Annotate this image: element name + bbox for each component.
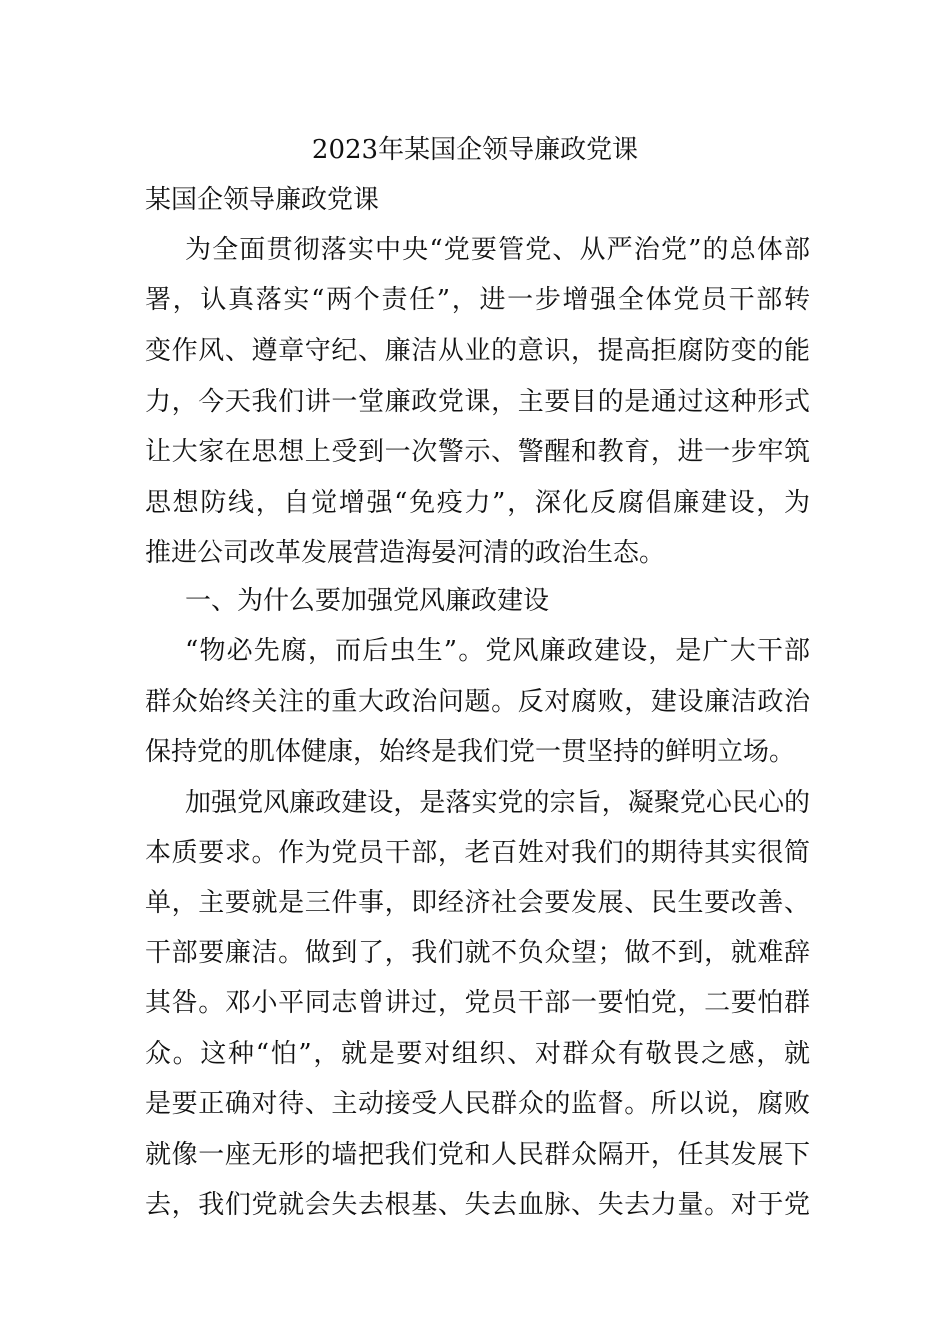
body-line: 本质要求。作为党员干部，老百姓对我们的期待其实很简 — [145, 838, 810, 868]
document-title: 2023年某国企领导廉政党课 — [311, 135, 639, 165]
body-line: 为全面贯彻落实中央“党要管党、从严治党”的总体部 — [185, 235, 810, 265]
body-line: 保持党的肌体健康，始终是我们党一贯坚持的鲜明立场。 — [145, 737, 796, 767]
body-line: 单，主要就是三件事，即经济社会要发展、民生要改善、 — [145, 888, 810, 918]
body-line: 变作风、遵章守纪、廉洁从业的意识，提高拒腐防变的能 — [145, 336, 810, 366]
body-line: 让大家在思想上受到一次警示、警醒和教育，进一步牢筑 — [145, 437, 810, 467]
body-line: 推进公司改革发展营造海晏河清的政治生态。 — [145, 538, 666, 568]
body-line: 署，认真落实“两个责任”，进一步增强全体党员干部转 — [145, 285, 810, 315]
body-line: 群众始终关注的重大政治问题。反对腐败，建设廉洁政治 — [145, 687, 810, 717]
body-line: 力，今天我们讲一堂廉政党课，主要目的是通过这种形式 — [145, 387, 810, 417]
body-line: 加强党风廉政建设，是落实党的宗旨，凝聚党心民心的 — [185, 788, 810, 818]
body-line: “物必先腐，而后虫生”。党风廉政建设，是广大干部 — [185, 636, 810, 666]
document-subtitle: 某国企领导廉政党课 — [145, 185, 380, 215]
body-line: 干部要廉洁。做到了，我们就不负众望；做不到，就难辞 — [145, 938, 810, 968]
body-line: 其咎。邓小平同志曾讲过，党员干部一要怕党，二要怕群 — [145, 988, 810, 1018]
body-line: 众。这种“怕”，就是要对组织、对群众有敬畏之感，就 — [145, 1039, 810, 1069]
body-line: 去，我们党就会失去根基、失去血脉、失去力量。对于党 — [145, 1190, 810, 1220]
body-line: 思想防线，自觉增强“免疫力”，深化反腐倡廉建设，为 — [145, 488, 810, 518]
body-line: 就像一座无形的墙把我们党和人民群众隔开，任其发展下 — [145, 1140, 810, 1170]
body-line: 是要正确对待、主动接受人民群众的监督。所以说，腐败 — [145, 1089, 810, 1119]
section-heading: 一、为什么要加强党风廉政建设 — [185, 586, 550, 616]
